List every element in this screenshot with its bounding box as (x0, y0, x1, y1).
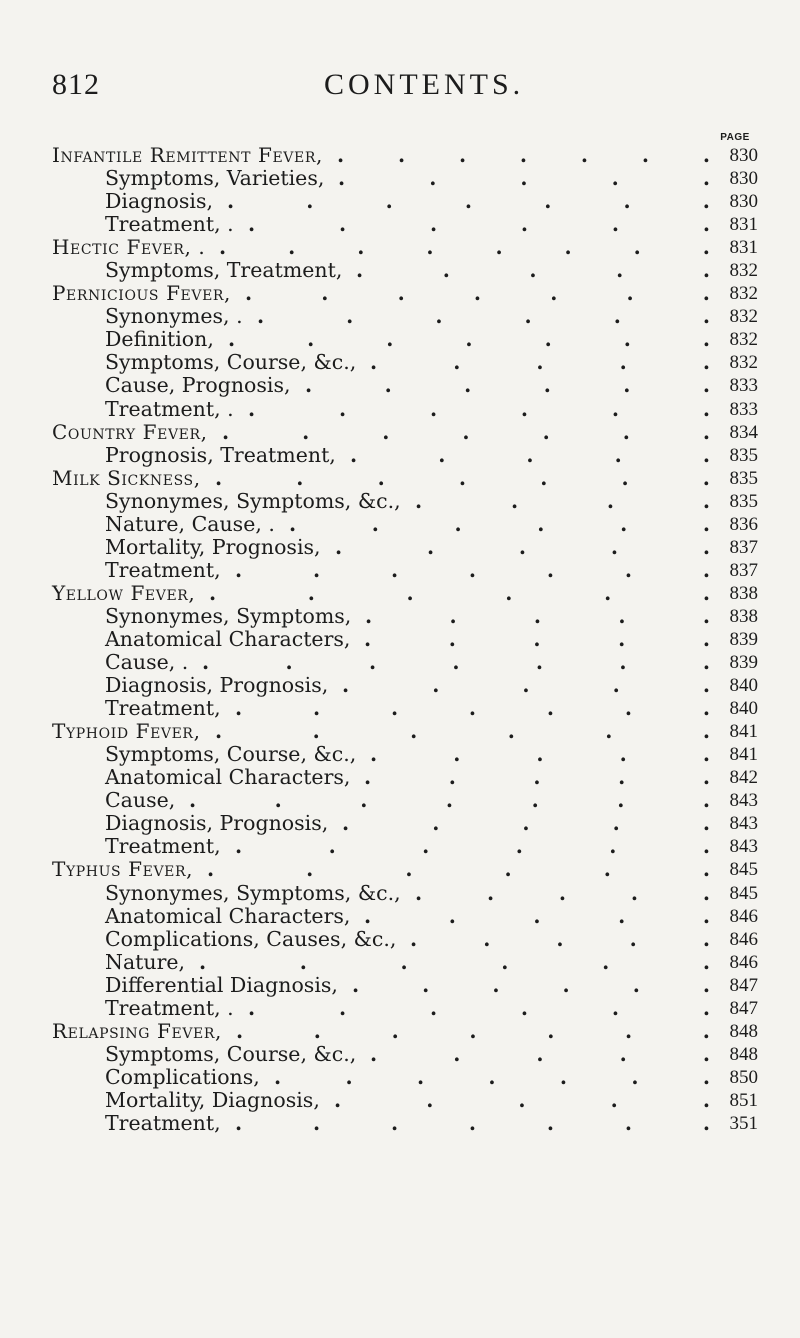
toc-sub-entry (52, 628, 758, 651)
entry-page-number: 836 (729, 513, 758, 535)
toc-main-entry (52, 236, 758, 259)
dot-leader: . . . . . (410, 926, 710, 951)
dot-leader: . . . . . (364, 626, 710, 651)
toc-sub-entry (52, 997, 758, 1020)
dot-leader: . . . . (415, 488, 710, 513)
toc-sub-entry (52, 651, 758, 674)
entry-label: Synonymes, Symptoms, &c., (105, 880, 401, 905)
dot-leader: . . . . . . (215, 719, 710, 744)
entry-label: Differential Diagnosis, (105, 972, 338, 997)
toc-sub-entry (52, 305, 758, 328)
dot-leader: . . . . . (335, 534, 710, 559)
dot-leader: . . . . . (356, 258, 710, 283)
entry-page-number: 830 (729, 191, 758, 213)
entry-label: Symptoms, Varieties, (105, 166, 325, 191)
toc-sub-entry (52, 351, 758, 374)
entry-label: Complications, (105, 1064, 260, 1089)
entry-page-number: 832 (729, 329, 758, 351)
dot-leader: . . . . . (338, 166, 710, 191)
toc-main-entry (52, 282, 758, 305)
entry-page-number: 839 (729, 652, 758, 674)
entry-label: Typhus Fever, (52, 857, 194, 882)
entry-page-number: 834 (729, 421, 758, 443)
entry-page-number: 840 (729, 675, 758, 697)
dot-leader: . . . . . . . (236, 1018, 710, 1043)
entry-label: Anatomical Characters, (105, 765, 351, 790)
entry-page-number: 832 (729, 260, 758, 282)
toc-sub-entry (52, 1089, 758, 1112)
entry-page-number: 845 (729, 882, 758, 904)
dot-leader: . . . . . . . (215, 465, 710, 490)
entry-page-number: 832 (729, 283, 758, 305)
toc-main-entry (52, 858, 758, 881)
toc-sub-entry (52, 1112, 758, 1135)
entry-page-number: 843 (729, 790, 758, 812)
entry-label: Cause, Prognosis, (105, 373, 291, 398)
entry-page-number: 831 (729, 214, 758, 236)
entry-page-number: 848 (729, 1020, 758, 1042)
dot-leader: . . . . . . (289, 511, 710, 536)
entry-page-number: 838 (729, 605, 758, 627)
toc-sub-entry (52, 605, 758, 628)
entry-page-number: 837 (729, 559, 758, 581)
dot-leader: . . . . . . (248, 212, 710, 237)
entry-page-number: 845 (729, 859, 758, 881)
entry-page-number: 843 (729, 836, 758, 858)
dot-leader: . . . . . (342, 811, 710, 836)
entry-page-number: 841 (729, 721, 758, 743)
toc-sub-entry (52, 1066, 758, 1089)
toc-main-entry (52, 144, 758, 167)
dot-leader: . . . . . . . (202, 650, 710, 675)
entry-label: Infantile Remittent Fever, (52, 143, 323, 167)
dot-leader: . . . . . . . (228, 327, 710, 352)
dot-leader: . . . . . . . (235, 557, 710, 582)
entry-label: Pernicious Fever, (52, 281, 231, 306)
entry-label: Treatment, (105, 834, 221, 859)
entry-label: Cause, (105, 788, 176, 813)
entry-page-number: 839 (729, 628, 758, 650)
entry-label: Treatment, . (105, 396, 234, 421)
dot-leader: . . . . . . (305, 373, 710, 398)
page-header (52, 68, 752, 108)
dot-leader: . . . . . (364, 765, 710, 790)
entry-label: Nature, (105, 949, 186, 974)
toc-main-entry (52, 467, 758, 490)
dot-leader: . . . . . (370, 350, 710, 375)
entry-label: Country Fever, (52, 419, 208, 444)
running-title: CONTENTS. (324, 68, 525, 101)
entry-page-number: 846 (729, 905, 758, 927)
entry-label: Yellow Fever, (52, 580, 196, 605)
entry-page-number: 832 (729, 352, 758, 374)
toc-sub-entry (52, 328, 758, 351)
toc-main-entry (52, 1020, 758, 1043)
entry-label: Treatment, . (105, 212, 234, 237)
entry-label: Anatomical Characters, (105, 903, 351, 928)
entry-page-number: 842 (729, 767, 758, 789)
toc-sub-entry (52, 882, 758, 905)
entry-label: Symptoms, Course, &c., (105, 1041, 357, 1066)
dot-leader: . . . . . . (235, 834, 710, 859)
entry-page-number: 843 (729, 813, 758, 835)
toc-sub-entry (52, 167, 758, 190)
toc-sub-entry (52, 951, 758, 974)
entry-label: Nature, Cause, . (105, 511, 275, 536)
entry-label: Symptoms, Course, &c., (105, 742, 357, 767)
toc-sub-entry (52, 928, 758, 951)
entry-label: Diagnosis, Prognosis, (105, 811, 329, 836)
toc-sub-entry (52, 743, 758, 766)
entry-label: Milk Sickness, (52, 465, 201, 490)
entry-page-number: 832 (729, 306, 758, 328)
toc-sub-entry (52, 398, 758, 421)
table-of-contents (52, 144, 758, 1135)
dot-leader: . . . . . . . (337, 143, 710, 167)
entry-label: Treatment, . (105, 995, 234, 1020)
entry-label: Synonymes, Symptoms, &c., (105, 488, 401, 513)
dot-leader: . . . . . (350, 442, 710, 467)
dot-leader: . . . . . (334, 1087, 710, 1112)
entry-page-number: 850 (729, 1066, 758, 1088)
toc-sub-entry (52, 190, 758, 213)
toc-sub-entry (52, 789, 758, 812)
dot-leader: . . . . . . (209, 580, 710, 605)
toc-sub-entry (52, 513, 758, 536)
entry-label: Definition, (105, 327, 214, 352)
entry-label: Diagnosis, (105, 189, 213, 214)
dot-leader: . . . . . . . (189, 788, 710, 813)
entry-label: Prognosis, Treatment, (105, 442, 336, 467)
dot-leader: . . . . . (415, 880, 710, 905)
entry-label: Typhoid Fever, (52, 719, 201, 744)
dot-leader: . . . . . (342, 673, 710, 698)
entry-label: Complications, Causes, &c., (105, 926, 397, 951)
entry-page-number: 831 (729, 237, 758, 259)
dot-leader: . . . . . . . (235, 696, 710, 721)
entry-label: Mortality, Prognosis, (105, 534, 321, 559)
entry-page-number: 833 (729, 398, 758, 420)
entry-page-number: 840 (729, 698, 758, 720)
dot-leader: . . . . . . (207, 857, 710, 882)
toc-sub-entry (52, 674, 758, 697)
dot-leader: . . . . . . (199, 949, 710, 974)
toc-sub-entry (52, 559, 758, 582)
entry-page-number: 851 (729, 1089, 758, 1111)
dot-leader: . . . . . . . (245, 281, 710, 306)
toc-sub-entry (52, 974, 758, 997)
entry-page-number: 837 (729, 536, 758, 558)
page-column-label: PAGE (720, 132, 750, 143)
dot-leader: . . . . . . (248, 396, 710, 421)
entry-label: Symptoms, Course, &c., (105, 350, 357, 375)
dot-leader: . . . . . . (248, 995, 710, 1020)
toc-sub-entry (52, 812, 758, 835)
dot-leader: . . . . . . . (222, 419, 710, 444)
dot-leader: . . . . . . . . (219, 235, 710, 260)
entry-label: Diagnosis, Prognosis, (105, 673, 329, 698)
toc-sub-entry (52, 490, 758, 513)
toc-sub-entry (52, 835, 758, 858)
toc-sub-entry (52, 536, 758, 559)
entry-label: Anatomical Characters, (105, 626, 351, 651)
entry-label: Cause, . (105, 650, 189, 675)
entry-page-number: 835 (729, 467, 758, 489)
entry-label: Synonymes, Symptoms, (105, 603, 352, 628)
entry-page-number: 835 (729, 444, 758, 466)
entry-label: Treatment, (105, 696, 221, 721)
entry-page-number: 838 (729, 582, 758, 604)
entry-label: Relapsing Fever, (52, 1018, 222, 1043)
entry-page-number: 847 (729, 974, 758, 996)
entry-label: Synonymes, . (105, 304, 243, 329)
dot-leader: . . . . . . (352, 972, 710, 997)
entry-page-number: 846 (729, 928, 758, 950)
dot-leader: . . . . . (370, 1041, 710, 1066)
dot-leader: . . . . . (370, 742, 710, 767)
toc-sub-entry (52, 444, 758, 467)
dot-leader: . . . . . . . (235, 1110, 710, 1135)
entry-page-number: 848 (729, 1043, 758, 1065)
dot-leader: . . . . . . (257, 304, 710, 329)
toc-main-entry (52, 720, 758, 743)
entry-label: Hectic Fever, . (52, 235, 206, 260)
dot-leader: . . . . . . . (227, 189, 710, 214)
toc-main-entry (52, 421, 758, 444)
toc-sub-entry (52, 697, 758, 720)
entry-label: Symptoms, Treatment, (105, 258, 343, 283)
entry-page-number: 841 (729, 744, 758, 766)
toc-main-entry (52, 582, 758, 605)
entry-page-number: 846 (729, 951, 758, 973)
toc-sub-entry (52, 905, 758, 928)
entry-page-number: 833 (729, 375, 758, 397)
dot-leader: . . . . . . . (274, 1064, 710, 1089)
entry-page-number: 830 (729, 168, 758, 190)
entry-label: Mortality, Diagnosis, (105, 1087, 320, 1112)
toc-sub-entry (52, 259, 758, 282)
page-number: 812 (52, 68, 100, 101)
dot-leader: . . . . . (364, 903, 710, 928)
dot-leader: . . . . . (365, 603, 710, 628)
toc-sub-entry (52, 1043, 758, 1066)
entry-page-number: 830 (729, 145, 758, 166)
entry-page-number: 847 (729, 997, 758, 1019)
entry-page-number: 351 (729, 1112, 758, 1134)
entry-page-number: 835 (729, 490, 758, 512)
toc-sub-entry (52, 213, 758, 236)
entry-label: Treatment, (105, 1110, 221, 1135)
toc-sub-entry (52, 374, 758, 397)
entry-label: Treatment, (105, 557, 221, 582)
toc-sub-entry (52, 766, 758, 789)
